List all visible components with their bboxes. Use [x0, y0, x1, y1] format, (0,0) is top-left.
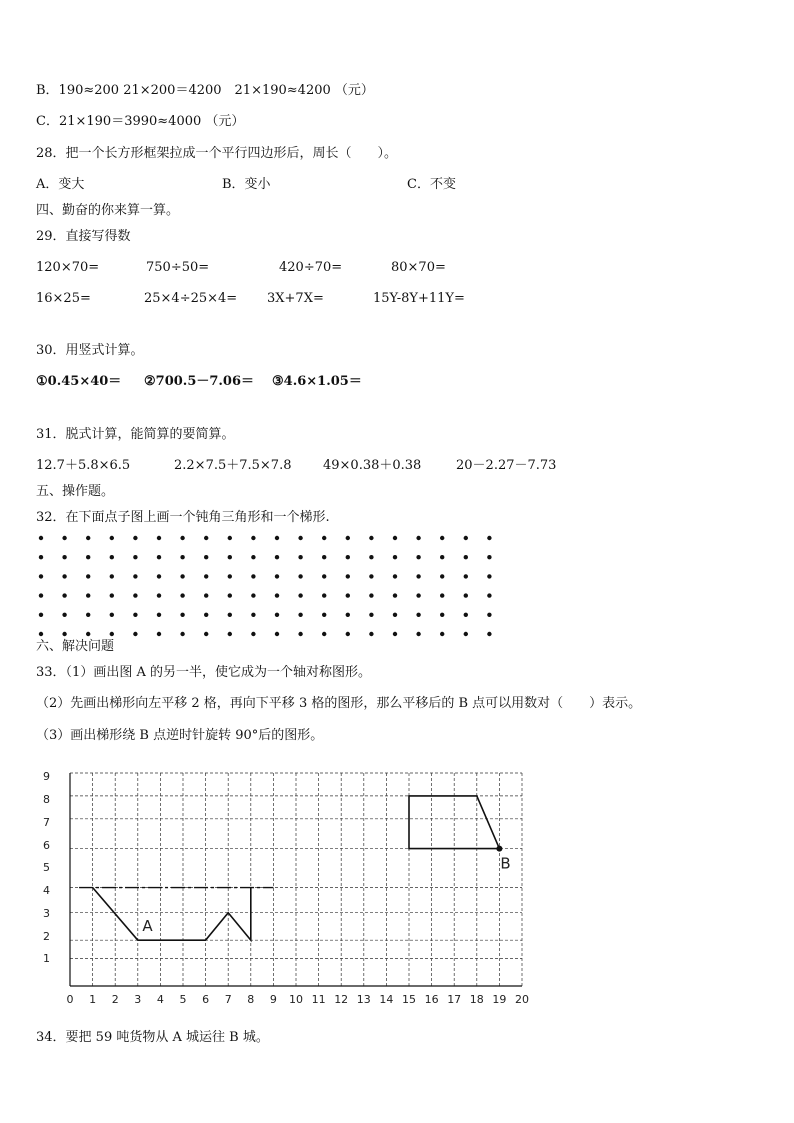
q29-item: 3X+7X=	[267, 291, 324, 306]
x-tick-label: 3	[134, 993, 142, 1006]
q28-option-b: B．变小	[222, 177, 271, 192]
q33-part2: （2）先画出梯形向左平移 2 格，再向下平移 3 格的图形，那么平移后的 B 点可以用数对（ ）表示。	[36, 696, 642, 711]
q30-item: ③4.6×1.05＝	[272, 374, 362, 389]
q29-item: 80×70=	[391, 260, 446, 275]
q34-question: 34．要把 59 吨货物从 A 城运往 B 城。	[36, 1030, 269, 1045]
q27-option-c: C．21×190＝3990≈4000 （元）	[36, 114, 245, 129]
x-tick-label: 12	[334, 993, 349, 1006]
q31-item: 49×0.38＋0.38	[323, 458, 422, 473]
x-tick-label: 14	[379, 993, 394, 1006]
q28-option-a: A．变大	[36, 177, 85, 192]
x-tick-label: 18	[469, 993, 484, 1006]
y-tick-label: 9	[43, 770, 50, 783]
q30-title: 30．用竖式计算。	[36, 343, 144, 358]
y-tick-label: 5	[43, 861, 50, 874]
y-tick-label: 2	[43, 930, 50, 943]
shape-a	[93, 888, 251, 941]
x-tick-label: 8	[247, 993, 255, 1006]
point-b-label: B	[500, 854, 511, 873]
q27-option-b: B．190≈200 21×200＝4200 21×190≈4200 （元）	[36, 83, 374, 98]
x-tick-label: 16	[424, 993, 439, 1006]
y-tick-label: 7	[43, 816, 50, 829]
q29-item: 120×70=	[36, 260, 100, 275]
q30-item: ①0.45×40＝	[36, 374, 122, 389]
section6-title: 六、解决问题	[36, 639, 115, 654]
point-b	[496, 846, 502, 852]
q29-item: 15Y-8Y+11Y=	[373, 291, 465, 306]
q30-item: ②700.5－7.06＝	[144, 374, 255, 389]
q31-item: 20－2.27－7.73	[456, 458, 557, 473]
q29-item: 25×4÷25×4=	[144, 291, 238, 306]
q33-part1: 33．（1）画出图 A 的另一半，使它成为一个轴对称图形。	[36, 665, 371, 680]
q31-item: 12.7＋5.8×6.5	[36, 458, 131, 473]
q28-question: 28．把一个长方形框架拉成一个平行四边形后，周长（ ）。	[36, 146, 398, 161]
q29-item: 16×25=	[36, 291, 91, 306]
y-tick-label: 1	[43, 952, 50, 965]
x-tick-label: 11	[311, 993, 326, 1006]
x-tick-label: 17	[447, 993, 462, 1006]
x-tick-label: 0	[66, 993, 74, 1006]
q29-item: 420÷70=	[279, 260, 343, 275]
x-tick-label: 1	[89, 993, 97, 1006]
section4-title: 四、勤奋的你来算一算。	[36, 203, 180, 218]
x-tick-label: 7	[224, 993, 232, 1006]
x-tick-label: 9	[269, 993, 277, 1006]
q32-title: 32．在下面点子图上画一个钝角三角形和一个梯形.	[36, 510, 330, 525]
x-tick-label: 20	[515, 993, 529, 1006]
x-tick-label: 10	[289, 993, 303, 1006]
x-tick-label: 2	[111, 993, 119, 1006]
section5-title: 五、操作题。	[36, 484, 115, 499]
y-tick-label: 6	[43, 839, 50, 852]
y-tick-label: 3	[43, 907, 50, 920]
x-tick-label: 6	[202, 993, 210, 1006]
x-tick-label: 15	[402, 993, 416, 1006]
y-tick-label: 8	[43, 793, 50, 806]
x-tick-label: 4	[156, 993, 164, 1006]
y-tick-label: 4	[43, 884, 50, 897]
q28-option-c: C．不变	[407, 177, 456, 192]
q29-item: 750÷50=	[146, 260, 210, 275]
q33-part3: （3）画出梯形绕 B 点逆时针旋转 90°后的图形。	[36, 728, 324, 743]
q29-title: 29．直接写得数	[36, 229, 131, 244]
x-tick-label: 5	[179, 993, 187, 1006]
x-tick-label: 19	[492, 993, 507, 1006]
shape-a-label: A	[142, 917, 153, 936]
q31-item: 2.2×7.5＋7.5×7.8	[174, 458, 292, 473]
x-tick-label: 13	[356, 993, 371, 1006]
q31-title: 31．脱式计算，能简算的要简算。	[36, 427, 235, 442]
